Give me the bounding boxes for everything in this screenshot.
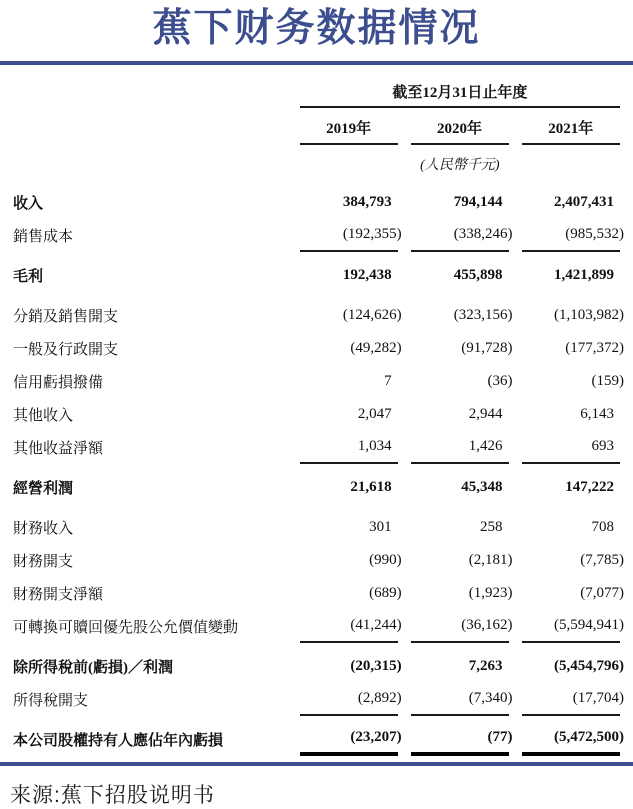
cell-value: (2,892) (300, 683, 398, 716)
period-header-row (13, 73, 620, 108)
spacer-row (13, 292, 620, 299)
cell-value: (338,246) (411, 219, 509, 252)
header-spacer (13, 73, 287, 108)
table-row (13, 471, 620, 504)
column-header-2021: 2021年 (522, 108, 620, 145)
cell-value: (124,626) (342, 306, 402, 323)
cell-value: 7,263 (468, 657, 503, 674)
spacer-row (13, 643, 620, 650)
row-label: 銷售成本 (13, 228, 74, 245)
cell-value: 2,944 (468, 405, 503, 422)
table-row (13, 299, 620, 332)
cell-value: (323,156) (453, 306, 513, 323)
financial-table (0, 73, 633, 756)
row-label: 分銷及銷售開支 (13, 308, 119, 325)
spacer-row (13, 464, 620, 471)
table-row (13, 610, 620, 643)
cell-value: 794,144 (453, 193, 503, 210)
unit-note-row (13, 145, 620, 186)
table-row (13, 365, 620, 398)
table-row (13, 650, 620, 683)
cell-value: (91,728) (461, 339, 513, 356)
table-row (13, 431, 620, 464)
cell-value: 6,143 (580, 405, 614, 422)
cell-value: (1,923) (468, 584, 513, 601)
cell-value: (49,282) (350, 339, 402, 356)
table-row (13, 511, 620, 544)
cell-value: 7 (384, 372, 392, 389)
cell-value: (689) (369, 584, 402, 601)
cell-value: 693 (522, 431, 620, 464)
cell-value: (177,372) (565, 339, 624, 356)
table-row (13, 544, 620, 577)
cell-value: 1,421,899 (554, 266, 614, 283)
cell-value: 708 (591, 518, 614, 535)
table-header (13, 73, 620, 186)
table-row (13, 332, 620, 365)
cell-value: (985,532) (522, 219, 620, 252)
cell-value: 258 (480, 518, 503, 535)
spacer-row (13, 252, 620, 259)
cell-value: (7,077) (580, 584, 624, 601)
cell-value: 455,898 (453, 266, 503, 283)
source-note: 来源:蕉下招股说明书 (10, 783, 215, 807)
cell-value: 1,426 (411, 431, 509, 464)
cell-value: 2,047 (357, 405, 392, 422)
cell-value: 384,793 (342, 193, 392, 210)
table-body (13, 186, 624, 756)
row-label: 財務開支淨額 (13, 586, 104, 603)
cell-value: (5,594,941) (522, 610, 620, 643)
row-label: 所得稅開支 (13, 692, 89, 709)
period-header: 截至12月31日止年度 (300, 73, 620, 108)
title-divider (0, 61, 633, 65)
row-label: 本公司股權持有人應佔年內虧損 (13, 732, 224, 749)
row-label: 其他收入 (13, 407, 74, 424)
cell-value: (1,103,982) (554, 306, 624, 323)
cell-value: (5,472,500) (522, 723, 620, 756)
year-header-row (13, 108, 620, 145)
cell-value: (17,704) (522, 683, 620, 716)
cell-value: 2,407,431 (554, 193, 614, 210)
header-spacer (13, 108, 287, 145)
table-row (13, 683, 620, 716)
cell-value: 1,034 (300, 431, 398, 464)
row-label: 收入 (13, 195, 44, 212)
column-header-2019: 2019年 (300, 108, 398, 145)
cell-value: (2,181) (468, 551, 513, 568)
cell-value: (5,454,796) (554, 657, 624, 674)
row-label: 除所得稅前(虧損)／利潤 (13, 659, 173, 676)
table-row (13, 723, 620, 756)
table-row (13, 577, 620, 610)
row-label: 經營利潤 (13, 480, 74, 497)
cell-value: (7,785) (580, 551, 624, 568)
page-title: 蕉下财务数据情况 (152, 7, 481, 50)
cell-value: (36,162) (411, 610, 509, 643)
table-row (13, 219, 620, 252)
unit-note: (人民幣千元) (420, 157, 500, 173)
cell-value: (990) (369, 551, 402, 568)
table-row (13, 259, 620, 292)
cell-value: 301 (369, 518, 392, 535)
cell-value: 192,438 (342, 266, 392, 283)
cell-value: (36) (487, 372, 513, 389)
cell-value: (7,340) (411, 683, 509, 716)
cell-value: (159) (591, 372, 624, 389)
row-label: 財務開支 (13, 553, 74, 570)
row-label: 其他收益淨額 (13, 440, 104, 457)
cell-value: 45,348 (461, 478, 503, 495)
spacer-row (13, 504, 620, 511)
row-label: 可轉換可贖回優先股公允價值變動 (13, 619, 239, 636)
cell-value: (77) (411, 723, 509, 756)
cell-value: (20,315) (350, 657, 402, 674)
cell-value: (192,355) (300, 219, 398, 252)
spacer-row (13, 716, 620, 723)
row-label: 一般及行政開支 (13, 341, 119, 358)
cell-value: (23,207) (300, 723, 398, 756)
cell-value: (41,244) (300, 610, 398, 643)
row-label: 財務收入 (13, 520, 74, 537)
header-spacer (13, 145, 287, 186)
table-row (13, 186, 620, 219)
row-label: 毛利 (13, 268, 44, 285)
cell-value: 147,222 (565, 478, 614, 495)
cell-value: 21,618 (350, 478, 392, 495)
row-label: 信用虧損撥備 (13, 374, 104, 391)
table-row (13, 398, 620, 431)
column-header-2020: 2020年 (411, 108, 509, 145)
